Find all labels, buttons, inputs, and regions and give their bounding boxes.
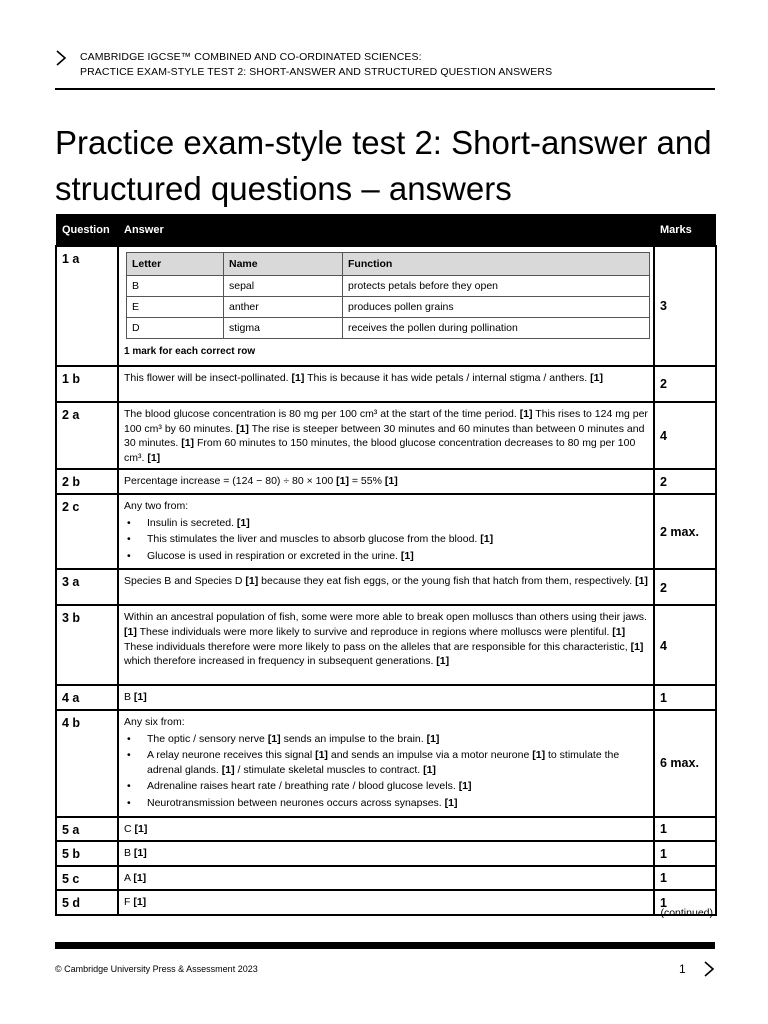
inner-header-row — [127, 253, 650, 276]
answer-text: This flower will be insect-pollinated. — [124, 372, 292, 384]
answers-table — [55, 214, 717, 916]
mark-indicator: [1] — [635, 575, 648, 588]
table-row — [56, 569, 716, 605]
mark-indicator: [1] — [480, 533, 494, 546]
answer-text: to stimulate the adrenal glands. — [147, 749, 620, 776]
header-line-2: PRACTICE EXAM-STYLE TEST 2: SHORT-ANSWER AND STRUCTURED QUESTION ANSWERS — [80, 66, 553, 78]
answer-text: Insulin is secreted. — [147, 516, 237, 529]
answer-cell — [118, 569, 654, 605]
answer-text: F — [124, 896, 134, 909]
list-item — [124, 732, 648, 747]
marks-cell: 2 — [654, 366, 716, 402]
mark-indicator: [1] — [315, 749, 328, 762]
table-row — [56, 469, 716, 494]
mark-indicator: [1] — [134, 822, 148, 835]
answer-text: = 55% — [348, 475, 385, 488]
answer-text: The optic / sensory nerve — [147, 732, 268, 745]
answer-text: and sends an impulse via a motor neurone — [327, 749, 533, 762]
inner-cell-letter: D — [127, 318, 224, 339]
answer-text: A — [124, 871, 134, 884]
question-number: 5 c — [56, 866, 118, 891]
mark-indicator: [1] — [236, 516, 250, 529]
table-row — [56, 605, 716, 685]
mark-indicator: [1] — [291, 372, 305, 384]
inner-cell-function: receives the pollen during pollination — [343, 318, 650, 339]
answer-text: These individuals therefore were more likely to pass on the alleles that are responsible for this characteristic, — [124, 640, 631, 653]
mark-indicator: [1] — [590, 372, 603, 384]
mark-indicator: [1] — [612, 625, 626, 638]
list-item — [124, 796, 648, 811]
marks-cell: 1 — [654, 890, 716, 915]
mark-indicator: [1] — [133, 896, 147, 909]
table-row — [56, 685, 716, 710]
mark-indicator: [1] — [124, 625, 137, 638]
mark-indicator: [1] — [133, 691, 147, 704]
answer-cell — [118, 402, 654, 469]
marks-cell: 6 max. — [654, 710, 716, 817]
marks-cell: 3 — [654, 246, 716, 366]
mark-indicator: [1] — [267, 732, 281, 745]
mark-indicator: [1] — [245, 575, 259, 588]
answer-text: / stimulate skeletal muscles to contract. — [234, 763, 424, 776]
table-row — [56, 890, 716, 915]
inner-cell-name: stigma — [224, 318, 343, 339]
mark-indicator: [1] — [236, 422, 249, 435]
marks-cell: 1 — [654, 817, 716, 842]
answer-cell — [118, 817, 654, 842]
marks-cell: 1 — [654, 841, 716, 866]
question-number: 3 a — [56, 569, 118, 605]
answer-intro: Any six from: — [124, 715, 185, 728]
inner-header-name: Name — [224, 253, 343, 276]
table-row — [56, 866, 716, 891]
answer-text: The rise is steeper between 30 minutes and 60 minutes than between 0 minutes and 30 minutes. — [124, 422, 645, 450]
table-row — [56, 246, 716, 366]
chevron-right-icon — [55, 50, 67, 66]
inner-row — [127, 276, 650, 297]
mark-indicator: [1] — [444, 796, 458, 809]
page-title: Practice exam-style test 2: Short-answer and structured questions – answers — [55, 124, 712, 207]
copyright-notice: © Cambridge University Press & Assessment 2023 — [55, 964, 258, 974]
answer-cell — [118, 605, 654, 685]
answer-text: sends an impulse to the brain. — [280, 732, 427, 745]
answer-cell — [118, 494, 654, 569]
mark-indicator: [1] — [426, 732, 440, 745]
answer-text: Adrenaline raises heart rate / breathing rate / blood glucose levels. — [147, 780, 459, 793]
marks-cell: 2 — [654, 569, 716, 605]
mark-indicator: [1] — [630, 640, 644, 653]
inner-cell-name: sepal — [224, 276, 343, 297]
list-item — [124, 779, 648, 794]
table-row — [56, 494, 716, 569]
answer-text: B — [124, 691, 134, 704]
answer-cell — [118, 841, 654, 866]
answer-text: These individuals were more likely to survive and reproduce in regions where molluscs were plentiful. — [136, 625, 613, 638]
page-number: 1 — [679, 962, 686, 976]
question-number: 2 a — [56, 402, 118, 469]
answer-text: because they eat fish eggs, or the young fish that hatch from them, respectively. — [258, 575, 636, 588]
mark-indicator: [1] — [147, 451, 161, 464]
mark-indicator: [1] — [384, 475, 398, 488]
answer-text: Species B and Species D — [124, 575, 246, 588]
inner-cell-letter: E — [127, 297, 224, 318]
answer-cell — [118, 866, 654, 891]
mark-indicator: [1] — [400, 549, 414, 562]
marks-cell: 1 — [654, 866, 716, 891]
list-item — [124, 532, 648, 547]
inner-header-letter: Letter — [127, 253, 224, 276]
marks-cell: 2 — [654, 469, 716, 494]
table-row — [56, 402, 716, 469]
table-header-row — [56, 214, 716, 246]
mark-indicator: [1] — [458, 780, 472, 793]
footer-divider — [55, 942, 715, 949]
mark-indicator: [1] — [133, 871, 147, 884]
answer-cell — [118, 246, 654, 366]
answer-cell — [118, 890, 654, 915]
header-line-1: CAMBRIDGE IGCSE™ COMBINED AND CO-ORDINATED SCIENCES: — [80, 51, 422, 63]
answer-text: which therefore increased in frequency in subsequent generations. — [124, 655, 437, 668]
answer-text: A relay neurone receives this signal — [147, 749, 316, 762]
answer-text: C — [124, 822, 135, 835]
chevron-right-icon[interactable] — [703, 961, 715, 977]
list-item — [124, 549, 648, 564]
table-row — [56, 817, 716, 842]
list-item — [124, 748, 648, 777]
question-number: 1 a — [56, 246, 118, 366]
question-number: 4 a — [56, 685, 118, 710]
answer-text: B — [124, 847, 134, 860]
answer-text: Within an ancestral population of fish, some were more able to break open molluscs than others using their jaws. — [124, 611, 647, 624]
header-marks: Marks — [654, 214, 716, 246]
mark-indicator: [1] — [221, 763, 235, 776]
question-number: 1 b — [56, 366, 118, 402]
continued-label: (continued) — [660, 907, 713, 919]
answer-intro: Any two from: — [124, 499, 189, 512]
inner-cell-name: anther — [224, 297, 343, 318]
mark-indicator: [1] — [436, 655, 450, 668]
mark-indicator: [1] — [519, 408, 533, 420]
answer-cell — [118, 710, 654, 817]
answer-text: Neurotransmission between neurones occurs across synapses. — [147, 796, 445, 809]
question-number: 4 b — [56, 710, 118, 817]
flower-parts-table — [126, 252, 650, 339]
marking-note: 1 mark for each correct row — [124, 346, 256, 357]
question-number: 2 b — [56, 469, 118, 494]
marks-cell: 4 — [654, 605, 716, 685]
marks-cell: 4 — [654, 402, 716, 469]
inner-cell-letter: B — [127, 276, 224, 297]
header-question: Question — [56, 214, 118, 246]
answer-list — [124, 732, 648, 811]
mark-indicator: [1] — [181, 437, 195, 450]
question-number: 5 a — [56, 817, 118, 842]
answer-text: The blood glucose concentration is 80 mg per 100 cm³ at the start of the time period. — [124, 408, 520, 420]
answer-text: From 60 minutes to 150 minutes, the blood glucose concentration decreases to 80 mg per 100 cm³. — [124, 437, 636, 464]
answer-cell — [118, 366, 654, 402]
question-number: 5 b — [56, 841, 118, 866]
question-number: 5 d — [56, 890, 118, 915]
marks-cell: 1 — [654, 685, 716, 710]
inner-row — [127, 318, 650, 339]
mark-indicator: [1] — [423, 763, 436, 776]
question-number: 3 b — [56, 605, 118, 685]
mark-indicator: [1] — [336, 475, 349, 488]
answer-text: This rises to 124 mg per 100 cm³ by 60 minutes. — [124, 408, 648, 435]
page-header — [55, 44, 715, 90]
answer-cell — [118, 685, 654, 710]
table-row — [56, 710, 716, 817]
inner-header-function: Function — [343, 253, 650, 276]
answer-text: This is because it has wide petals / internal stigma / anthers. — [304, 372, 591, 384]
question-number: 2 c — [56, 494, 118, 569]
header-answer: Answer — [118, 214, 654, 246]
mark-indicator: [1] — [532, 749, 546, 762]
mark-indicator: [1] — [133, 847, 147, 860]
inner-cell-function: produces pollen grains — [343, 297, 650, 318]
list-item — [124, 516, 648, 531]
answer-list — [124, 516, 648, 564]
answer-cell — [118, 469, 654, 494]
answer-text: This stimulates the liver and muscles to absorb glucose from the blood. — [147, 533, 481, 546]
table-row — [56, 841, 716, 866]
table-row — [56, 366, 716, 402]
answer-text: Glucose is used in respiration or excreted in the urine. — [147, 549, 401, 562]
inner-cell-function: protects petals before they open — [343, 276, 650, 297]
marks-cell: 2 max. — [654, 494, 716, 569]
inner-row — [127, 297, 650, 318]
answer-text: Percentage increase = (124 − 80) ÷ 80 × 100 — [124, 475, 337, 488]
